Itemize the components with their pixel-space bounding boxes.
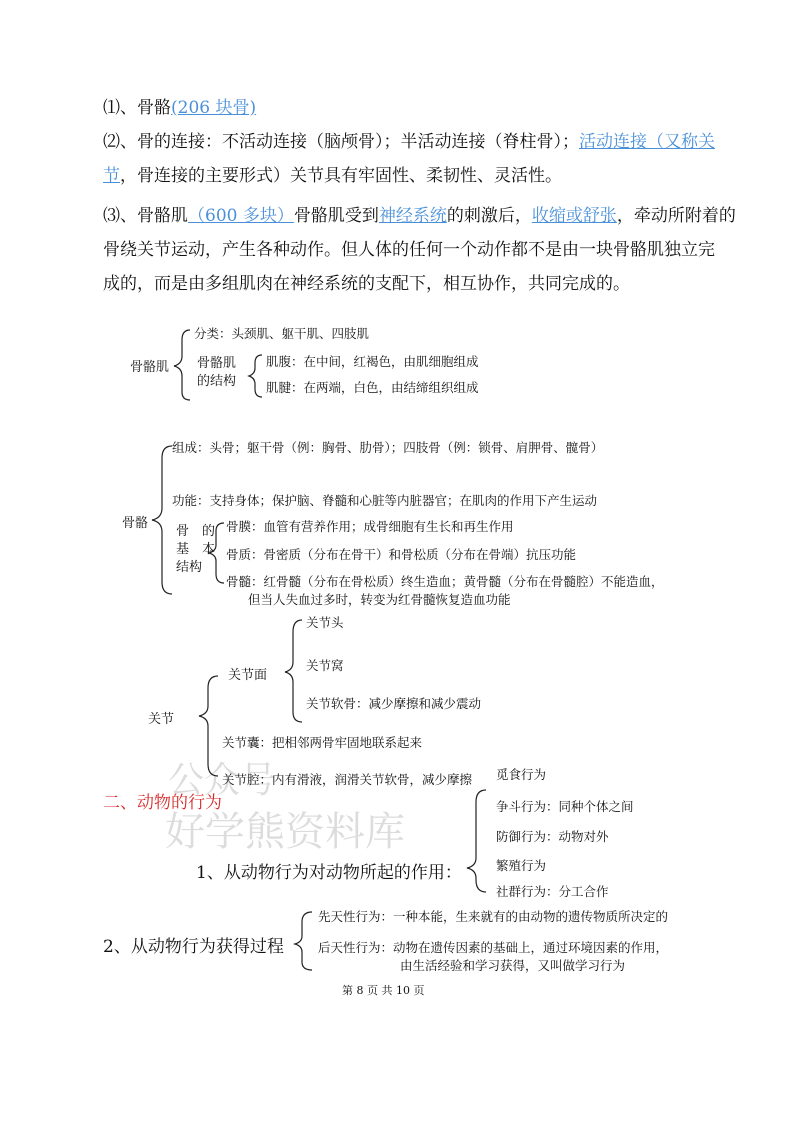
section2-heading: 二、动物的行为 [103, 793, 222, 813]
bone-marrow-line1: 骨髓：红骨髓（分布在骨松质）终生造血；黄骨髓（分布在骨髓腔）不能造血， [226, 574, 664, 589]
bone-brace [152, 446, 172, 594]
joint-socket: 关节窝 [306, 658, 344, 673]
joints-text: ⑵、骨的连接：不活动连接（脑颅骨）；半活动连接（脊柱骨）； [103, 132, 579, 152]
muscle-suffix: ，牵动所附着的 [616, 206, 736, 226]
joints-suffix: ，骨连接的主要形式）关节具有牢固性、柔韧性、灵活性。 [120, 166, 562, 186]
joints-link-part1[interactable]: 活动连接（又称关 [579, 132, 715, 152]
joint-capsule: 关节囊：把相邻两骨牢固地联系起来 [222, 735, 423, 750]
behavior-social: 社群行为：分工合作 [496, 884, 609, 899]
muscle-prefix: ⑶、骨骼肌 [103, 206, 188, 226]
bone-marrow-line2: 但当人失血过多时，转变为红骨髓恢复造血功能 [248, 592, 511, 607]
muscle-classify: 分类：头颈肌、躯干肌、四肢肌 [194, 326, 370, 341]
contract-relax-link[interactable]: 收缩或舒张 [531, 206, 617, 226]
bone-periosteum: 骨膜：血管有营养作用；成骨细胞有生长和再生作用 [226, 519, 514, 534]
joint-head: 关节头 [306, 615, 344, 630]
behavior-function-brace [467, 790, 486, 892]
bone-basic-label-1: 骨 的 [176, 524, 216, 539]
muscle-belly: 肌腹：在中间，红褐色，由肌细胞组成 [266, 354, 479, 369]
bone-composition: 组成：头骨；躯干骨（例：胸骨、肋骨）；四肢骨（例：锁骨、肩胛骨、髋骨） [172, 440, 604, 455]
watermark-line1: 公众号 [168, 760, 277, 801]
behavior-innate: 先天性行为：一种本能，生来就有的由动物的遗传物质所决定的 [318, 909, 669, 924]
muscle-structure-brace [249, 355, 262, 397]
behavior-function-label: 1、从动物行为对动物所起的作用： [196, 863, 462, 883]
bones-link[interactable]: (206 块骨) [171, 98, 257, 118]
bone-title: 骨骼 [122, 516, 149, 531]
joints-link-part2[interactable]: 节 [103, 166, 120, 186]
joint-brace [199, 676, 218, 776]
joint-surface: 关节面 [228, 668, 268, 683]
nervous-system-link[interactable]: 神经系统 [378, 206, 447, 226]
bone-basic-label-2: 基 本 [176, 542, 216, 557]
muscle-count-link[interactable]: （600 多块） [188, 206, 294, 226]
muscle-title: 骨骼肌 [130, 360, 170, 375]
muscle-brace [174, 330, 190, 400]
muscle-mid1: 骨骼肌受到 [293, 206, 379, 226]
joint-cartilage: 关节软骨：减少摩擦和减少震动 [306, 696, 482, 711]
bones-text: ⑴、骨骼 [103, 98, 171, 118]
bone-function: 功能：支持身体；保护脑、脊髓和心脏等内脏器官；在肌肉的作用下产生运动 [172, 493, 598, 508]
watermark-line2: 好学熊资料库 [165, 809, 405, 855]
bone-basic-label-3: 结构 [176, 560, 203, 575]
behavior-learned-line1: 后天性行为：动物在遗传因素的基础上，通过环境因素的作用， [318, 940, 669, 955]
behavior-process-brace [295, 912, 312, 970]
muscle-structure-label-1: 骨骼肌 [197, 356, 237, 371]
muscle-tendon: 肌腱：在两端，白色，由结缔组织组成 [266, 380, 479, 395]
muscle-structure-label-2: 的结构 [197, 374, 237, 389]
behavior-learned-line2: 由生活经验和学习获得，又叫做学习行为 [400, 958, 626, 973]
joint-surface-brace [285, 620, 302, 722]
page-footer: 第 8 页 共 10 页 [342, 984, 425, 997]
behavior-fighting: 争斗行为：同种个体之间 [496, 799, 634, 814]
behavior-process-label: 2、从动物行为获得过程 [103, 937, 284, 957]
bone-substance: 骨质：骨密质（分布在骨干）和骨松质（分布在骨端）抗压功能 [226, 547, 577, 562]
joint-title: 关节 [148, 712, 175, 727]
behavior-defense: 防御行为：动物对外 [496, 829, 609, 844]
paragraph-muscle-line2: 骨绕关节运动，产生各种动作。但人体的任何一个动作都不是由一块骨骼肌独立完 [103, 240, 715, 260]
muscle-mid2: 的刺激后， [446, 206, 532, 226]
behavior-foraging: 觅食行为 [496, 767, 547, 782]
paragraph-muscle-line3: 成的，而是由多组肌肉在神经系统的支配下，相互协作，共同完成的。 [103, 274, 630, 294]
joint-cavity: 关节腔：内有滑液，润滑关节软骨，减少摩擦 [222, 772, 473, 787]
behavior-reproduction: 繁殖行为 [496, 858, 547, 873]
